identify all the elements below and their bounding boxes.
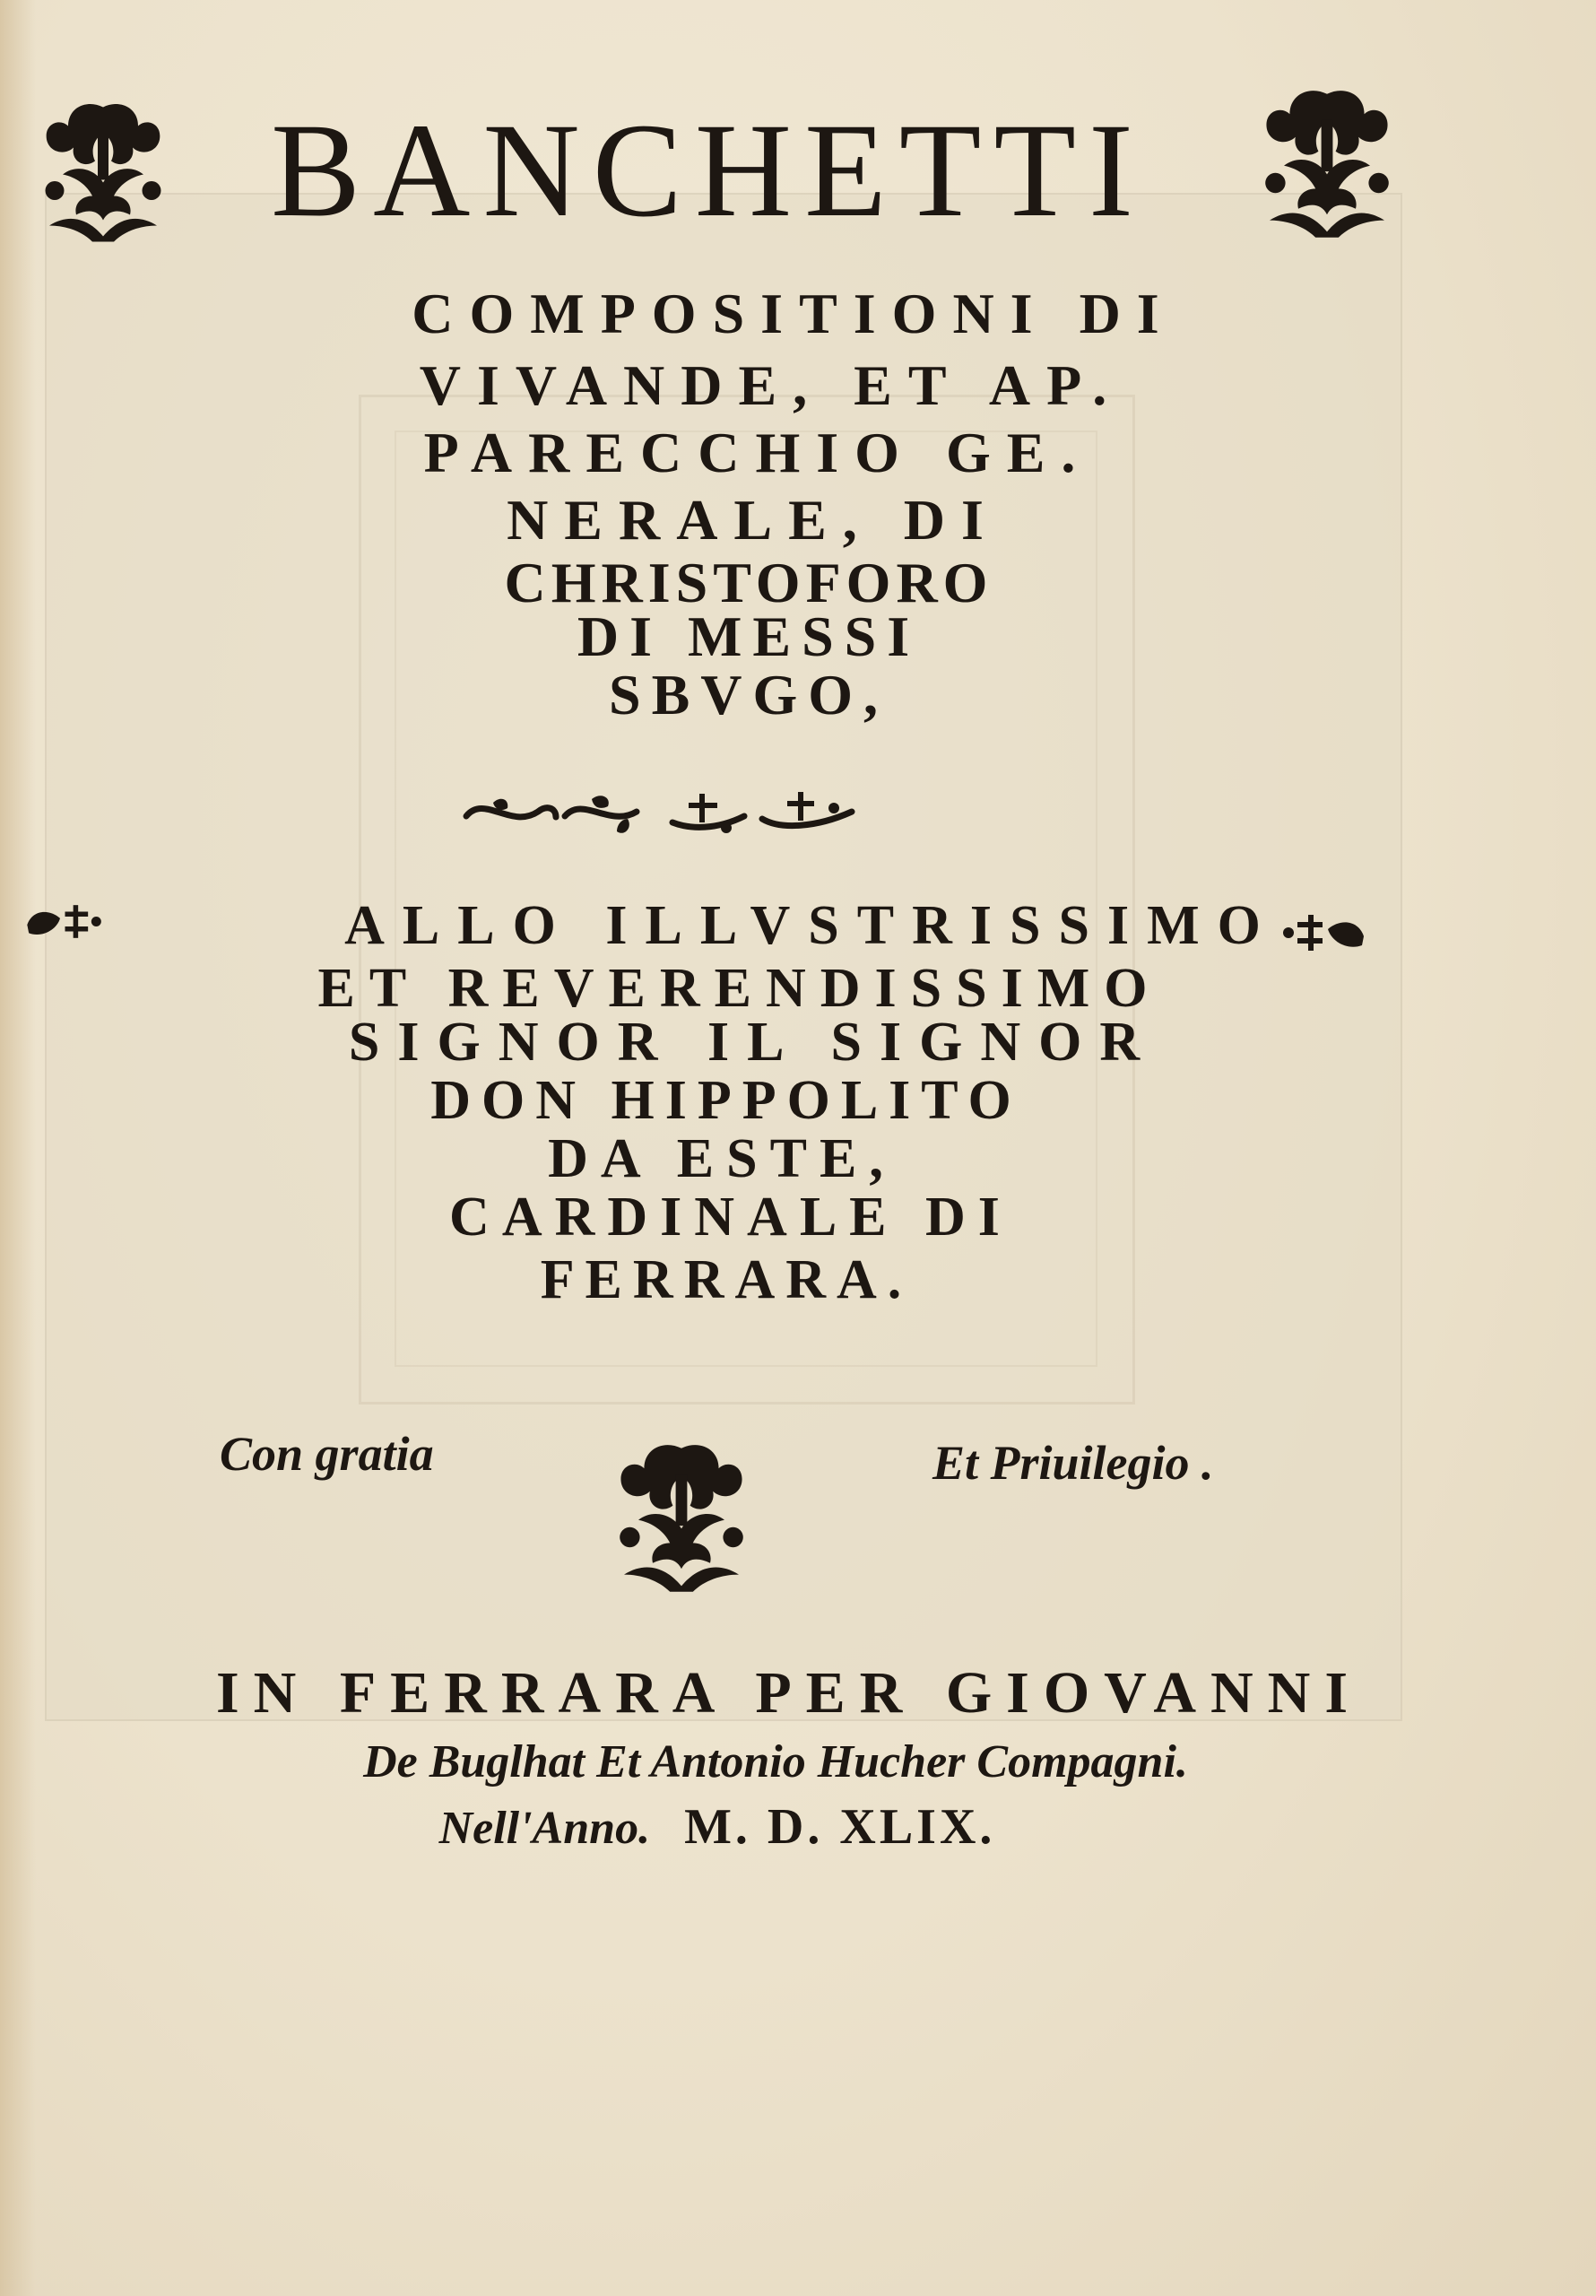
subtitle-line: SBVGO, [608, 663, 889, 726]
subtitle-line: COMPOSITIONI DI [412, 282, 1175, 345]
fleuron-icon [1255, 81, 1399, 242]
fleuron-icon [36, 94, 170, 247]
imprint-line: De Buglhat Et Antonio Hucher Compagni. [363, 1736, 1188, 1787]
dedication-line: DON HIPPOLITO [430, 1070, 1022, 1131]
dedication-line: ET REVERENDISSIMO [317, 958, 1162, 1019]
vine-ornament-icon [457, 776, 861, 848]
dedication-line: DA ESTE, [548, 1128, 896, 1189]
imprint-year: M. D. XLIX. [684, 1799, 996, 1855]
privilege-left: Con gratia [220, 1427, 434, 1481]
privilege-right: Et Priuilegio . [932, 1436, 1214, 1490]
imprint-anno: Nell'Anno. [438, 1803, 651, 1854]
imprint-line: IN FERRARA PER GIOVANNI [215, 1660, 1363, 1726]
subtitle-line: PARECCHIO GE. [423, 421, 1092, 484]
imprint-date-line [0, 1798, 1515, 1856]
subtitle-line: CHRISTOFORO [504, 551, 993, 614]
subtitle-line: NERALE, DI [507, 488, 1000, 552]
title-row [27, 85, 1399, 256]
dedication-line: ALLO ILLVSTRISSIMO [344, 895, 1279, 956]
dedication-line: CARDINALE DI [449, 1187, 1012, 1248]
fleuron-icon [610, 1435, 753, 1596]
dedication-line: SIGNOR IL SIGNOR [348, 1012, 1158, 1073]
subtitle-line: DI MESSI [577, 604, 921, 668]
dedication-line: FERRARA. [540, 1249, 913, 1310]
book-title: BANCHETTI [271, 96, 1146, 245]
subtitle-line: VIVANDE, ET AP. [419, 353, 1123, 417]
